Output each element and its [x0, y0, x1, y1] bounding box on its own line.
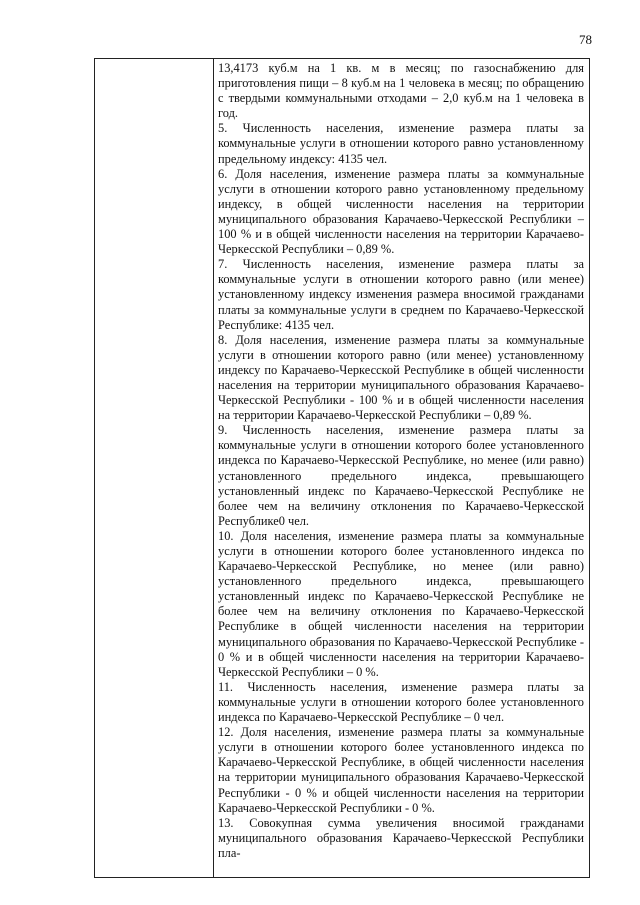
paragraph-item-5: 5. Численность населения, изменение размера платы за коммунальные услуги в отношении которого равно установленному предельному индексу: 4135 чел.	[218, 121, 584, 166]
page-number: 78	[579, 32, 592, 47]
paragraph-item-9: 9. Численность населения, изменение размера платы за коммунальные услуги в отношении которого более установленного индекса по Карачаево-Черкесской Республике, но менее (или равно) установленного предельного индекса, превышающего установленный индекс по Карачаево-Черкесской Республике не более чем на величину отклонения по Карачаево-Черкесской Республике0 чел.	[218, 423, 584, 528]
document-table	[94, 58, 590, 878]
paragraph-item-7: 7. Численность населения, изменение размера платы за коммунальные услуги в отношении которого равно (или менее) установленному индексу изменения размера вносимой гражданами платы за коммунальные услуги в среднем по Карачаево-Черкесской Республике: 4135 чел.	[218, 257, 584, 332]
table-left-column	[95, 59, 214, 877]
paragraph-item-11: 11. Численность населения, изменение размера платы за коммунальные услуги в отношении которого более установленного индекса по Карачаево-Черкесской Республике – 0 чел.	[218, 679, 584, 725]
paragraph-item-13: 13. Совокупная сумма увеличения вносимой гражданами муниципального образования Карачаево-Черкесской Республики пла-	[218, 815, 584, 860]
table-right-column	[214, 59, 589, 877]
paragraph-item-8: 8. Доля населения, изменение размера платы за коммунальные услуги в отношении которого равно (или менее) установленному индексу по Карачаево-Черкесской Республике в общей численности населения на территории муниципального образования Карачаево-Черкесской Республики - 100 % и в общей численности населения на территории Карачаево-Черкесской Республики – 0,89 %.	[218, 332, 584, 423]
paragraph-item-10: 10. Доля населения, изменение размера платы за коммунальные услуги в отношении которого более установленного индекса по Карачаево-Черкесской Республике, но менее (или равно) установленного предельного индекса, превышающего установленный индекс по Карачаево-Черкесской Республике не более чем на величину отклонения по Карачаево-Черкесской Республике в общей численности населения на территории муниципального образования по Карачаево-Черкесской Республике - 0 % и в общей численности населения на территории Карачаево-Черкесской Республики – 0 %.	[218, 528, 584, 679]
paragraph-item-6: 6. Доля населения, изменение размера платы за коммунальные услуги в отношении которого равно установленному предельному индексу, в общей численности населения на территории муниципального образования Карачаево-Черкесской Республики – 100 % и в общей численности населения на территории Карачаево-Черкесской Республики – 0,89 %.	[218, 166, 584, 257]
paragraph-norms-continuation: 13,4173 куб.м на 1 кв. м в месяц; по газоснабжению для приготовления пищи – 8 куб.м на 1 человека в месяц; по обращению с твердыми коммунальными отходами – 2,0 куб.м на 1 человека в год.	[218, 61, 584, 121]
paragraph-item-12: 12. Доля населения, изменение размера платы за коммунальные услуги в отношении которого более установленного индекса по Карачаево-Черкесской Республике, в общей численности населения на территории муниципального образования Карачаево-Черкесской Республики - 0 % и общей численности населения на территории Карачаево-Черкесской Республики - 0 %.	[218, 725, 584, 815]
